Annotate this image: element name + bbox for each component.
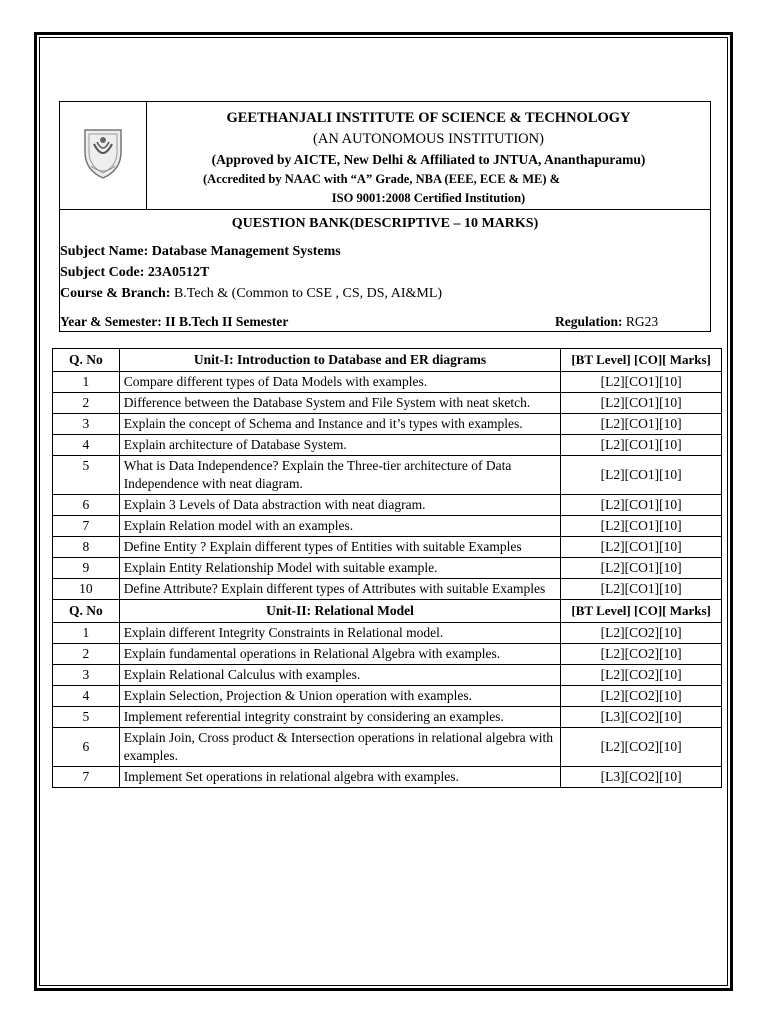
question-text: Define Attribute? Explain different types of Attributes with suitable Examples <box>119 579 561 600</box>
question-marks: [L2][CO2][10] <box>561 644 722 665</box>
question-text: Explain fundamental operations in Relational Algebra with examples. <box>119 644 561 665</box>
question-text: Explain Selection, Projection & Union operation with examples. <box>119 686 561 707</box>
question-number: 3 <box>53 665 120 686</box>
question-row <box>53 644 722 665</box>
question-row <box>53 435 722 456</box>
institution-type <box>147 131 710 148</box>
question-number: 10 <box>53 579 120 600</box>
question-text: Explain the concept of Schema and Instance and it’s types with examples. <box>119 414 561 435</box>
question-number: 4 <box>53 686 120 707</box>
question-number: 2 <box>53 393 120 414</box>
question-number: 5 <box>53 707 120 728</box>
question-text: Explain architecture of Database System. <box>119 435 561 456</box>
header-box <box>59 101 711 332</box>
question-text: Explain different Integrity Constraints in Relational model. <box>119 623 561 644</box>
course-label: Course & Branch: <box>60 286 171 301</box>
question-number: 1 <box>53 623 120 644</box>
question-row <box>53 579 722 600</box>
question-marks: [L3][CO2][10] <box>561 767 722 788</box>
unit-title: Unit-I: Introduction to Database and ER diagrams <box>119 349 561 372</box>
question-row <box>53 372 722 393</box>
question-text: Explain Entity Relationship Model with suitable example. <box>119 558 561 579</box>
question-row <box>53 686 722 707</box>
regulation-label: Regulation: <box>555 314 623 329</box>
question-text: Define Entity ? Explain different types of Entities with suitable Examples <box>119 537 561 558</box>
institute-logo-icon <box>79 124 127 180</box>
question-text: Explain 3 Levels of Data abstraction with neat diagram. <box>119 495 561 516</box>
question-number: 8 <box>53 537 120 558</box>
question-marks: [L2][CO1][10] <box>561 393 722 414</box>
question-number: 1 <box>53 372 120 393</box>
question-number: 6 <box>53 728 120 767</box>
institution-cell <box>147 102 710 209</box>
year-semester: Year & Semester: II B.Tech II Semester <box>60 314 289 329</box>
question-marks: [L2][CO1][10] <box>561 414 722 435</box>
iso-line: ISO 9001:2008 Certified Institution) <box>331 191 526 205</box>
question-marks: [L2][CO1][10] <box>561 435 722 456</box>
question-bank-table <box>52 348 722 788</box>
col-marks-header: [BT Level] [CO][ Marks] <box>561 600 722 623</box>
question-number: 4 <box>53 435 120 456</box>
institution-type-text: (AN AUTONOMOUS INSTITUTION) <box>313 131 544 147</box>
header-divider <box>60 209 710 210</box>
unit-header-row <box>53 349 722 372</box>
question-number: 2 <box>53 644 120 665</box>
question-row <box>53 665 722 686</box>
question-text: Explain Relation model with an examples. <box>119 516 561 537</box>
question-marks: [L2][CO1][10] <box>561 558 722 579</box>
question-marks: [L2][CO2][10] <box>561 665 722 686</box>
question-marks: [L3][CO2][10] <box>561 707 722 728</box>
col-qno-header: Q. No <box>53 349 120 372</box>
question-row <box>53 767 722 788</box>
question-marks: [L2][CO1][10] <box>561 537 722 558</box>
question-marks: [L2][CO1][10] <box>561 456 722 495</box>
question-marks: [L2][CO1][10] <box>561 516 722 537</box>
unit-title: Unit-II: Relational Model <box>119 600 561 623</box>
question-text: What is Data Independence? Explain the Three-tier architecture of Data Independence with neat diagram. <box>119 456 561 495</box>
question-number: 5 <box>53 456 120 495</box>
question-marks: [L2][CO1][10] <box>561 579 722 600</box>
question-number: 3 <box>53 414 120 435</box>
accreditation-line: (Accredited by NAAC with “A” Grade, NBA (EEE, ECE & ME) & <box>203 172 561 186</box>
course-branch <box>60 286 442 302</box>
question-text: Implement referential integrity constraint by considering an examples. <box>119 707 561 728</box>
question-row <box>53 537 722 558</box>
question-text: Explain Join, Cross product & Intersection operations in relational algebra with examples. <box>119 728 561 767</box>
question-marks: [L2][CO1][10] <box>561 495 722 516</box>
question-number: 7 <box>53 767 120 788</box>
regulation-value: RG23 <box>622 314 659 329</box>
col-marks-header: [BT Level] [CO][ Marks] <box>561 349 722 372</box>
question-number: 6 <box>53 495 120 516</box>
question-text: Explain Relational Calculus with examples. <box>119 665 561 686</box>
subject-code: Subject Code: 23A0512T <box>60 265 210 280</box>
question-row <box>53 456 722 495</box>
question-marks: [L2][CO2][10] <box>561 623 722 644</box>
question-marks: [L2][CO2][10] <box>561 686 722 707</box>
question-row <box>53 516 722 537</box>
col-qno-header: Q. No <box>53 600 120 623</box>
question-row <box>53 707 722 728</box>
question-row <box>53 393 722 414</box>
question-bank-body <box>53 349 722 788</box>
question-row <box>53 495 722 516</box>
approval-line: (Approved by AICTE, New Delhi & Affiliated to JNTUA, Ananthapuramu) <box>211 152 646 167</box>
question-row <box>53 414 722 435</box>
question-text: Compare different types of Data Models with examples. <box>119 372 561 393</box>
question-text: Implement Set operations in relational algebra with examples. <box>119 767 561 788</box>
doc-title: QUESTION BANK(DESCRIPTIVE – 10 MARKS) <box>231 216 539 231</box>
question-number: 9 <box>53 558 120 579</box>
unit-header-row <box>53 600 722 623</box>
question-row <box>53 623 722 644</box>
question-text: Difference between the Database System and File System with neat sketch. <box>119 393 561 414</box>
question-number: 7 <box>53 516 120 537</box>
institution-name: GEETHANJALI INSTITUTE OF SCIENCE & TECHNOLOGY <box>226 110 631 126</box>
question-row <box>53 558 722 579</box>
logo-cell <box>60 102 147 209</box>
question-row <box>53 728 722 767</box>
question-marks: [L2][CO1][10] <box>561 372 722 393</box>
subject-name: Subject Name: Database Management Systems <box>60 244 341 259</box>
regulation <box>555 314 658 330</box>
question-marks: [L2][CO2][10] <box>561 728 722 767</box>
course-value: B.Tech & (Common to CSE , CS, DS, AI&ML) <box>170 286 443 301</box>
